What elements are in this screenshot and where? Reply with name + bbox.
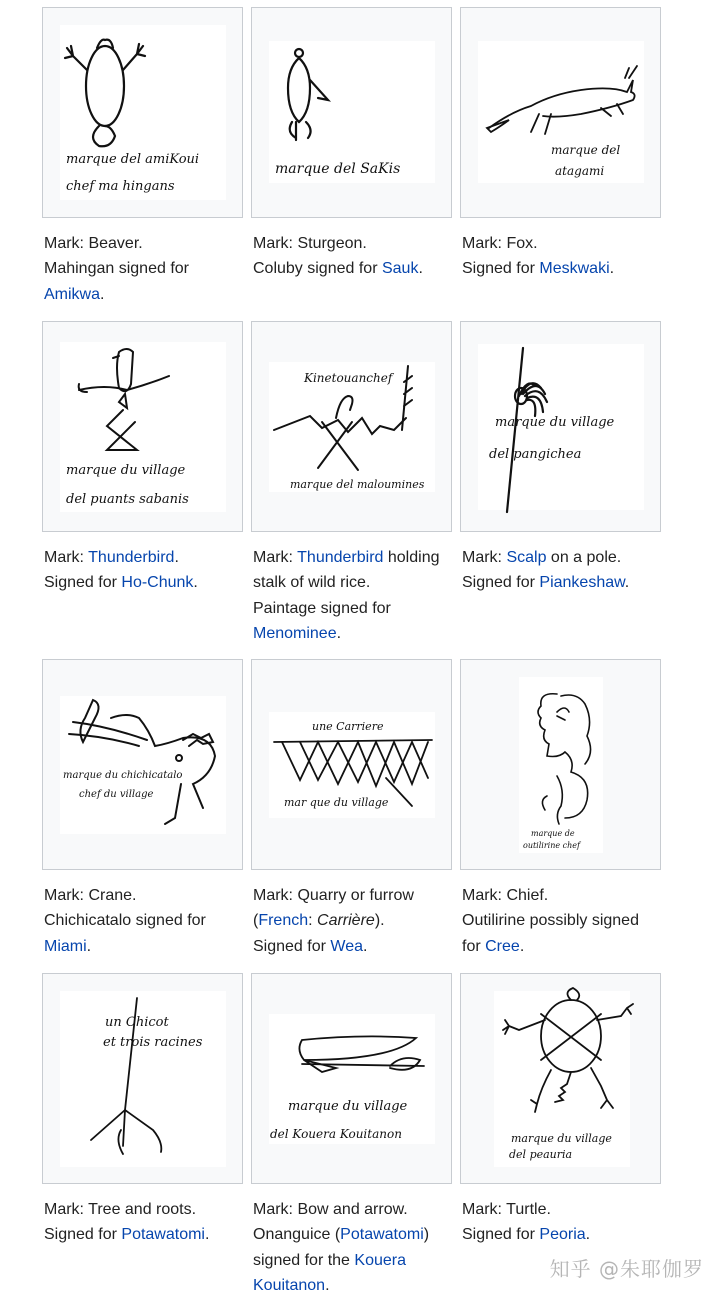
link-meskwaki[interactable]: Meskwaki [539,260,610,278]
gallery-item-thunderbird-rice [251,321,452,642]
caption-line [44,256,240,281]
link-cree[interactable]: Cree [485,937,520,955]
image-handwriting: marque del maloumines [290,478,425,491]
caption-line [462,883,658,908]
caption-line [462,1197,658,1222]
caption-text: . [585,1226,591,1244]
image-frame[interactable] [251,659,452,870]
link-french[interactable]: French [258,912,309,930]
caption-line [44,231,240,256]
gallery-item-crane [42,659,243,955]
caption-text: . [624,574,630,592]
link-thunderbird[interactable]: Thunderbird [88,549,175,566]
caption-line [462,934,658,959]
image-handwriting: marque du village [495,415,615,430]
caption-text: . [193,574,198,592]
link-wea[interactable]: Wea [330,937,363,955]
caption-line [253,570,449,595]
caption-line [253,934,449,959]
caption [253,1197,449,1298]
thunderbird-mark-image [43,322,242,531]
caption-text: . [519,937,525,955]
image-frame[interactable] [460,973,661,1184]
caption-line [462,231,658,256]
caption-text: Mark: Tree and roots. [44,1201,197,1218]
image-frame[interactable] [251,973,452,1184]
link-thunderbird[interactable]: Thunderbird [297,549,384,566]
tree-mark-image [43,974,242,1183]
caption-line [462,908,658,933]
caption-text: Signed for [462,260,540,278]
caption-emphasis: Carrière [317,912,375,930]
gallery-item-tree [42,973,243,1244]
caption-text: Onanguice ( [253,1226,341,1244]
image-handwriting: Kinetouanchef [304,371,393,385]
caption-line [462,570,658,595]
caption-line [44,1197,240,1222]
image-handwriting: marque de [531,829,575,838]
image-handwriting: del Kouera Kouitanon [270,1127,402,1141]
caption [44,545,240,596]
caption [253,231,449,282]
caption-line [462,545,658,570]
caption-text: . [174,549,179,566]
caption-text: Mark: Turtle. [462,1201,551,1218]
image-handwriting: marque du chichicatalo [63,770,183,781]
image-handwriting: marque del SaKis [275,161,401,177]
caption-line [44,934,240,959]
caption-text: Mark: Crane. [44,887,137,904]
caption-text: Paintage signed for [253,599,391,617]
caption-line [253,596,449,621]
link-kouera[interactable]: Kouera [354,1251,406,1269]
caption-text: Mahingan signed for [44,260,189,278]
caption-text: Mark: Chief. [462,887,549,904]
gallery-item-turtle [460,973,661,1244]
gallery-item-beaver [42,7,243,303]
image-handwriting: marque du village [66,463,186,478]
gallery-item-fox [460,7,661,278]
caption-text: Coluby signed for [253,260,382,278]
gallery-item-thunderbird [42,321,243,592]
caption [253,545,449,646]
caption-text: Signed for [44,574,122,592]
gallery-item-bow [251,973,452,1294]
fox-mark-image [461,8,660,217]
caption [462,231,658,282]
link-peoria[interactable]: Peoria [539,1226,586,1244]
link-scalp[interactable]: Scalp [506,549,547,566]
link-miami[interactable]: Miami [44,937,87,955]
image-frame[interactable] [42,321,243,532]
caption-text: signed for the [253,1251,355,1269]
gallery-item-chief [460,659,661,955]
caption-line [253,908,449,933]
caption-text: . [325,1276,330,1294]
caption-text: . [100,285,105,303]
caption-text: . [204,1226,210,1244]
caption-line [462,256,658,281]
quarry-mark-image [252,660,451,869]
image-frame[interactable] [42,659,243,870]
caption-line [44,570,240,595]
caption-text: Signed for [462,1226,540,1244]
image-handwriting: chef du village [79,789,154,800]
caption-text: ) [423,1226,430,1244]
caption-text: for [462,937,486,955]
image-frame[interactable] [42,7,243,218]
caption-line [44,1222,240,1247]
caption-text: Mark: [462,549,507,566]
caption [44,231,240,307]
image-handwriting: mar que du village [284,796,389,809]
caption-text: Mark: Sturgeon. [253,235,367,252]
caption [462,883,658,959]
caption [44,883,240,959]
image-handwriting: marque del amiKoui [66,152,200,167]
caption [462,545,658,596]
caption-text: Mark: Fox. [462,235,538,252]
image-handwriting: une Carriere [312,720,384,733]
gallery-item-scalp [460,321,661,592]
caption-line [253,545,449,570]
image-handwriting: marque du village [511,1132,612,1145]
image-frame[interactable] [460,659,661,870]
beaver-mark-image [43,8,242,217]
image-handwriting: outilirine chef [523,841,580,850]
caption-line [253,1222,449,1247]
caption-text: . [363,937,368,955]
gallery-item-sturgeon [251,7,452,278]
caption-line [44,282,240,307]
thunderbird-rice-mark-image [252,322,451,531]
caption-text: Signed for [462,574,540,592]
caption-text: Mark: Beaver. [44,235,143,252]
caption-line [44,908,240,933]
link-potawatomi[interactable]: Potawatomi [340,1226,424,1244]
caption [44,1197,240,1248]
chief-mark-image [461,660,660,869]
link-potawatomi[interactable]: Potawatomi [121,1226,205,1244]
caption-text: . [86,937,92,955]
link-amikwa[interactable]: Amikwa [44,285,101,303]
crane-mark-image [43,660,242,869]
image-frame[interactable] [251,321,452,532]
turtle-mark-image [461,974,660,1183]
caption-text: Signed for [253,937,331,955]
watermark: 知乎 @朱耶伽罗 [549,1257,704,1281]
caption-line [253,1248,449,1273]
caption-line [44,545,240,570]
image-handwriting: del peauria [509,1148,573,1161]
caption-text: Mark: Bow and arrow. [253,1201,408,1218]
caption-text: ( [253,912,259,930]
image-frame[interactable] [251,7,452,218]
bow-mark-image [252,974,451,1183]
caption-text: ). [374,912,385,930]
gallery-item-quarry [251,659,452,955]
image-handwriting: del pangichea [489,447,582,462]
image-handwriting: del puants sabanis [66,492,189,507]
caption-line [462,1222,658,1247]
caption-text: . [336,624,342,642]
image-frame[interactable] [460,7,661,218]
link-piankeshaw[interactable]: Piankeshaw [539,574,625,592]
link-menominee[interactable]: Menominee [253,624,337,642]
image-handwriting: marque du village [288,1099,408,1114]
caption-line [253,1197,449,1222]
sturgeon-mark-image [252,8,451,217]
scalp-mark-image [461,322,660,531]
caption-text: Signed for [44,1226,122,1244]
image-handwriting: et trois racines [103,1035,203,1050]
caption-text: Chichicatalo signed for [44,912,206,930]
caption-text: stalk of wild rice. [253,574,371,592]
caption-text: Mark: Quarry or furrow [253,887,414,904]
caption-text: Outilirine possibly signed [462,912,639,930]
caption-line [253,231,449,256]
link-ho-chunk[interactable]: Ho-Chunk [121,574,194,592]
caption-text: Mark: [44,549,89,566]
caption-text: Mark: [253,549,298,566]
caption-text: holding [383,549,440,566]
image-frame[interactable] [42,973,243,1184]
caption [253,883,449,959]
caption-line [253,883,449,908]
image-handwriting: un Chicot [105,1015,169,1030]
caption-text: : [308,912,318,930]
caption [462,1197,658,1248]
caption-text: . [609,260,615,278]
caption-text: on a pole. [546,549,622,566]
image-frame[interactable] [460,321,661,532]
image-handwriting: atagami [555,164,605,178]
caption-line [253,256,449,281]
caption-line [253,1273,449,1298]
link-kouitanon[interactable]: Kouitanon [253,1276,326,1294]
image-handwriting: chef ma hingans [66,179,175,194]
caption-line [44,883,240,908]
caption-text: . [418,260,423,278]
image-handwriting: marque del [551,143,621,157]
caption-line [253,621,449,646]
link-sauk[interactable]: Sauk [381,260,419,278]
